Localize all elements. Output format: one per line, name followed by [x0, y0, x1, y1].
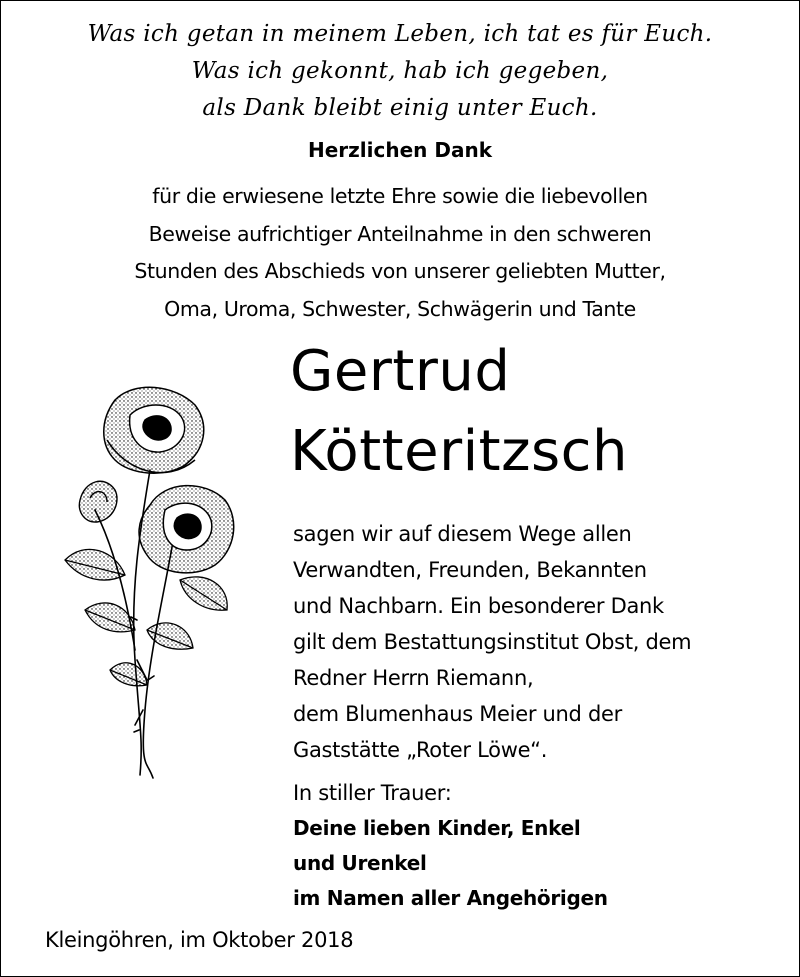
place-date: Kleingöhren, im Oktober 2018 — [45, 928, 354, 952]
poem-line-3: als Dank bleibt einig unter Euch. — [202, 95, 598, 121]
message-line-6: dem Blumenhaus Meier und der — [293, 702, 622, 726]
mourning-signature — [293, 776, 608, 916]
mourners-line-3: im Namen aller Angehörigen — [293, 886, 608, 910]
message-line-1: sagen wir auf diesem Wege allen — [293, 522, 632, 546]
intro-line-3: Stunden des Abschieds von unserer geliebten Mutter, — [134, 259, 666, 283]
poem-line-1: Was ich getan in meinem Leben, ich tat es für Euch. — [87, 21, 713, 47]
rose-illustration-icon — [55, 380, 255, 780]
thanks-message — [293, 516, 691, 768]
memorial-poem — [0, 16, 800, 127]
message-line-4: gilt dem Bestattungsinstitut Obst, dem — [293, 630, 692, 654]
thanks-intro — [0, 178, 800, 328]
message-line-2: Verwandten, Freunden, Bekannten — [293, 558, 647, 582]
message-line-7: Gaststätte „Roter Löwe“. — [293, 738, 548, 762]
message-line-3: und Nachbarn. Ein besonderer Dank — [293, 594, 664, 618]
mourners-line-1: Deine lieben Kinder, Enkel — [293, 816, 581, 840]
poem-line-2: Was ich gekonnt, hab ich gegeben, — [191, 58, 609, 84]
deceased-name — [290, 332, 628, 492]
intro-line-2: Beweise aufrichtiger Anteilnahme in den schweren — [148, 221, 652, 246]
mourning-intro: In stiller Trauer: — [293, 781, 452, 805]
message-line-5: Redner Herrn Riemann, — [293, 666, 534, 690]
mourners-line-2: und Urenkel — [293, 851, 427, 875]
intro-line-4: Oma, Uroma, Schwester, Schwägerin und Tante — [164, 296, 636, 321]
intro-line-1: für die erwiesene letzte Ehre sowie die liebevollen — [152, 184, 648, 208]
thanks-heading: Herzlichen Dank — [307, 138, 492, 162]
deceased-first-name: Gertrud — [290, 339, 511, 404]
deceased-last-name: Kötteritzsch — [290, 419, 628, 484]
